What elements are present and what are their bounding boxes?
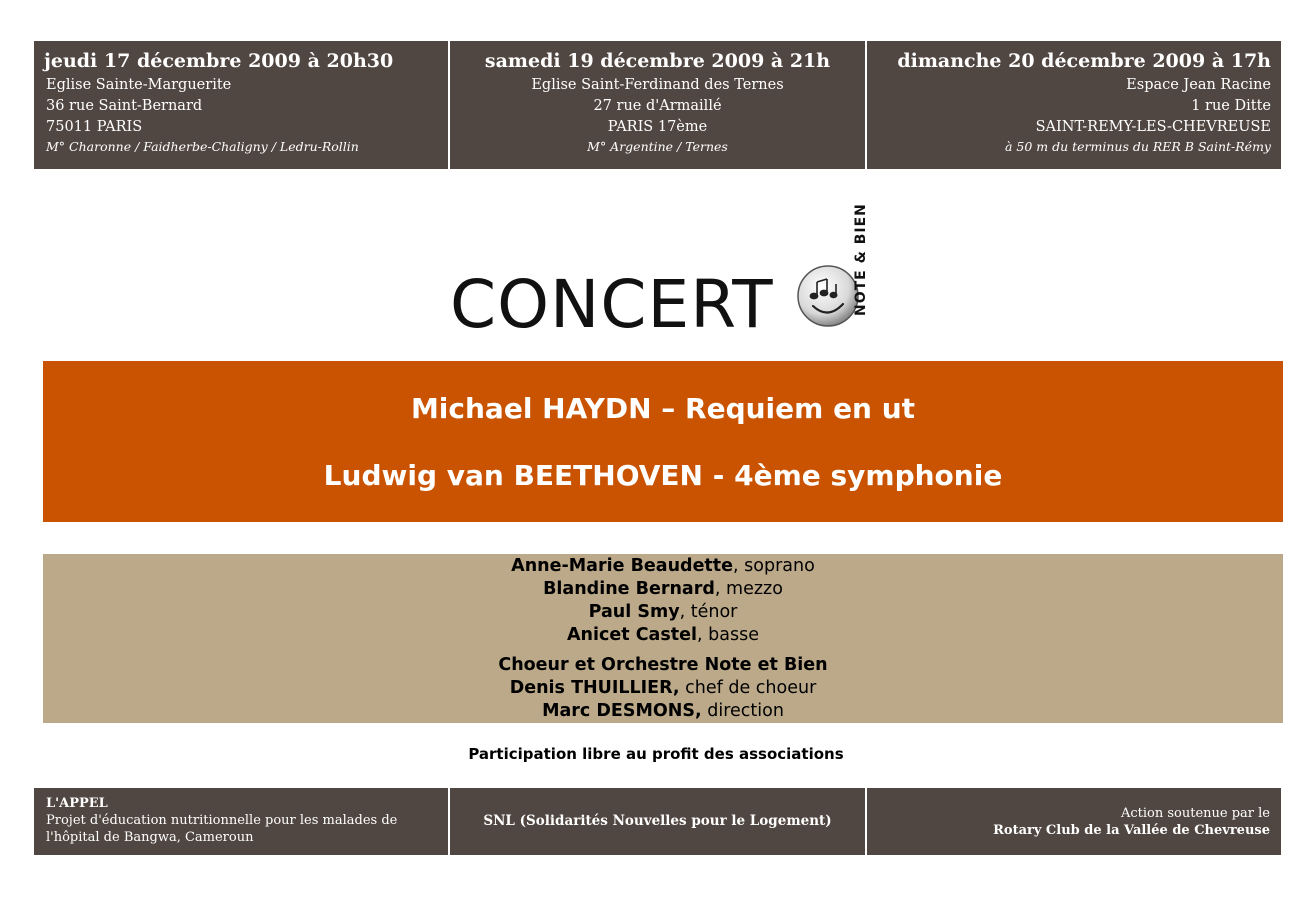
concert-date-box-2: [450, 41, 865, 169]
soloist-row: [43, 578, 1283, 601]
participation-note: Participation libre au profit des associations: [468, 745, 844, 763]
venue-name: Espace Jean Racine: [1126, 77, 1271, 93]
concert-date: samedi 19 décembre 2009 à 21h: [484, 50, 831, 72]
chorus-master-role: chef de choeur: [679, 678, 817, 698]
logo-wordmark: NOTE & BIEN: [853, 203, 869, 316]
association-description: Projet d'éducation nutritionnelle pour les malades de l'hôpital de Bangwa, Cameroun: [46, 813, 398, 845]
soloist-role: , soprano: [733, 556, 815, 576]
conductor-row: [43, 700, 1283, 723]
note-et-bien-logo: [795, 196, 875, 336]
ensemble-name: Choeur et Orchestre Note et Bien: [498, 655, 828, 675]
venue-name: Eglise Sainte-Marguerite: [46, 77, 232, 93]
conductor-role: direction: [701, 701, 784, 721]
soloists-list: [43, 555, 1283, 647]
soloist-name: Anicet Castel: [567, 625, 698, 645]
association-box-2: [450, 788, 865, 855]
chorus-master-name: Denis THUILLIER,: [509, 678, 680, 698]
venue-city: PARIS 17ème: [607, 119, 708, 135]
concert-date-box-1: [34, 41, 448, 169]
concert-title: CONCERT: [450, 266, 774, 343]
chorus-master-row: [43, 677, 1283, 700]
association-box-3: [867, 788, 1281, 855]
program-band: [43, 361, 1283, 522]
soloist-role: , mezzo: [714, 579, 783, 599]
venue-transport: M° Argentine / Ternes: [587, 139, 728, 154]
concert-date: jeudi 17 décembre 2009 à 20h30: [44, 50, 394, 72]
venue-transport: à 50 m du terminus du RER B Saint-Rémy: [1004, 139, 1271, 154]
support-line: Action soutenue par le: [1120, 806, 1270, 821]
venue-street: 36 rue Saint-Bernard: [46, 98, 203, 114]
supporter-name: Rotary Club de la Vallée de Chevreuse: [993, 823, 1270, 838]
association-box-1: [34, 788, 448, 855]
venue-city: 75011 PARIS: [46, 119, 143, 135]
soloist-role: , ténor: [679, 602, 738, 622]
performers-band: [43, 554, 1283, 723]
soloist-name: Paul Smy: [588, 602, 680, 622]
association-name: SNL (Solidarités Nouvelles pour le Logement): [483, 813, 832, 829]
conductor-name: Marc DESMONS,: [542, 701, 702, 721]
ensemble-list: [43, 654, 1283, 723]
venue-street: 27 rue d'Armaillé: [593, 98, 722, 114]
concert-date-box-3: [867, 41, 1281, 169]
program-work-2: Ludwig van BEETHOVEN - 4ème symphonie: [323, 459, 1003, 492]
concert-date: dimanche 20 décembre 2009 à 17h: [897, 50, 1271, 72]
smiley-face-icon: [798, 266, 858, 326]
soloist-role: , basse: [697, 625, 759, 645]
association-title: L'APPEL: [46, 796, 108, 811]
venue-name: Eglise Saint-Ferdinand des Ternes: [531, 77, 784, 93]
soloist-row: [43, 601, 1283, 624]
soloist-name: Anne-Marie Beaudette: [511, 556, 734, 576]
venue-street: 1 rue Ditte: [1191, 98, 1271, 114]
program-work-1: Michael HAYDN – Requiem en ut: [410, 392, 916, 425]
soloist-row: [43, 624, 1283, 647]
soloist-name: Blandine Bernard: [543, 579, 715, 599]
venue-city: SAINT-REMY-LES-CHEVREUSE: [1035, 119, 1271, 135]
soloist-row: [43, 555, 1283, 578]
venue-transport: M° Charonne / Faidherbe-Chaligny / Ledru-Rollin: [46, 139, 359, 154]
